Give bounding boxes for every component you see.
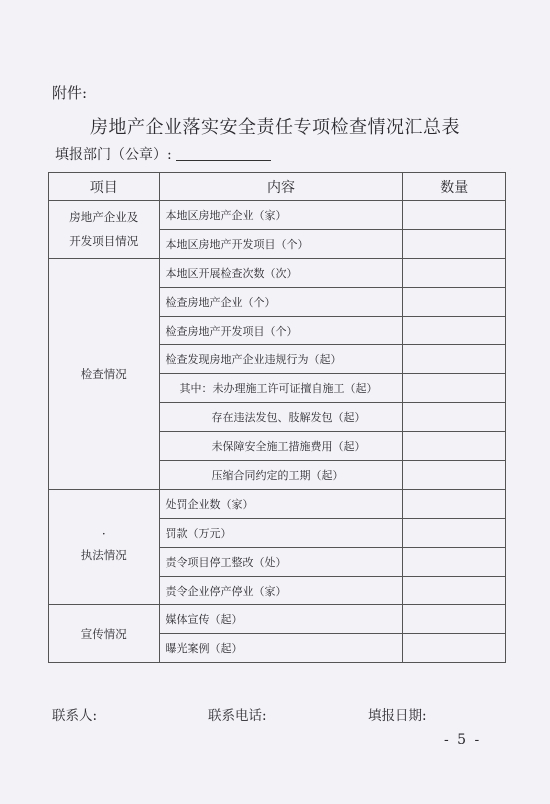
- header-item: 项目: [49, 173, 160, 201]
- quantity-cell[interactable]: [403, 287, 506, 316]
- quantity-cell[interactable]: [403, 316, 506, 345]
- row-content: 罚款（万元）: [159, 518, 403, 547]
- department-label: 填报部门（公章）:: [55, 147, 172, 163]
- header-quantity: 数量: [403, 173, 506, 201]
- quantity-cell[interactable]: [403, 201, 506, 230]
- row-content: 本地区房地产企业（家）: [159, 201, 403, 230]
- page-title: 房地产企业落实安全责任专项检查情况汇总表: [90, 117, 460, 138]
- row-content: 检查发现房地产企业违规行为（起）: [159, 345, 403, 374]
- fill-date-label: 填报日期:: [368, 708, 427, 724]
- quantity-cell[interactable]: [403, 634, 506, 663]
- row-content: 压缩合同约定的工期（起）: [159, 461, 403, 490]
- group-label-enforcement: · 执法情况: [49, 489, 160, 605]
- contact-phone-label: 联系电话:: [208, 708, 267, 724]
- table-row: [49, 489, 506, 518]
- quantity-cell[interactable]: [403, 345, 506, 374]
- row-content: 处罚企业数（家）: [159, 489, 403, 518]
- table-header-row: [49, 173, 506, 201]
- row-content: 媒体宣传（起）: [159, 605, 403, 634]
- row-content: 本地区开展检查次数（次）: [159, 258, 403, 287]
- quantity-cell[interactable]: [403, 576, 506, 605]
- summary-table: [48, 172, 506, 663]
- quantity-cell[interactable]: [403, 374, 506, 403]
- quantity-cell[interactable]: [403, 461, 506, 490]
- dot-mark: ·: [101, 527, 106, 542]
- group-label-inspection: 检查情况: [49, 258, 160, 489]
- row-content: 本地区房地产开发项目（个）: [159, 229, 403, 258]
- department-blank-line[interactable]: [176, 160, 271, 161]
- row-content: 检查房地产企业（个）: [159, 287, 403, 316]
- attachment-label: 附件:: [52, 84, 88, 102]
- quantity-cell[interactable]: [403, 403, 506, 432]
- quantity-cell[interactable]: [403, 229, 506, 258]
- table-row: [49, 258, 506, 287]
- group-label-developers: 房地产企业及 开发项目情况: [49, 201, 160, 259]
- quantity-cell[interactable]: [403, 489, 506, 518]
- row-content: 曝光案例（起）: [159, 634, 403, 663]
- page-number: - 5 -: [444, 732, 482, 748]
- row-content: 责令项目停工整改（处）: [159, 547, 403, 576]
- header-content: 内容: [159, 173, 403, 201]
- department-field: [55, 144, 271, 164]
- table-row: [49, 201, 506, 230]
- row-content: 其中：未办理施工许可证擅自施工（起）: [159, 374, 403, 403]
- row-content: 责令企业停产停业（家）: [159, 576, 403, 605]
- row-content: 未保障安全施工措施费用（起）: [159, 432, 403, 461]
- group-label-publicity: 宣传情况: [49, 605, 160, 663]
- quantity-cell[interactable]: [403, 518, 506, 547]
- quantity-cell[interactable]: [403, 605, 506, 634]
- row-content: 存在违法发包、肢解发包（起）: [159, 403, 403, 432]
- row-content: 检查房地产开发项目（个）: [159, 316, 403, 345]
- quantity-cell[interactable]: [403, 258, 506, 287]
- table-row: [49, 605, 506, 634]
- quantity-cell[interactable]: [403, 432, 506, 461]
- quantity-cell[interactable]: [403, 547, 506, 576]
- contact-person-label: 联系人:: [52, 708, 98, 724]
